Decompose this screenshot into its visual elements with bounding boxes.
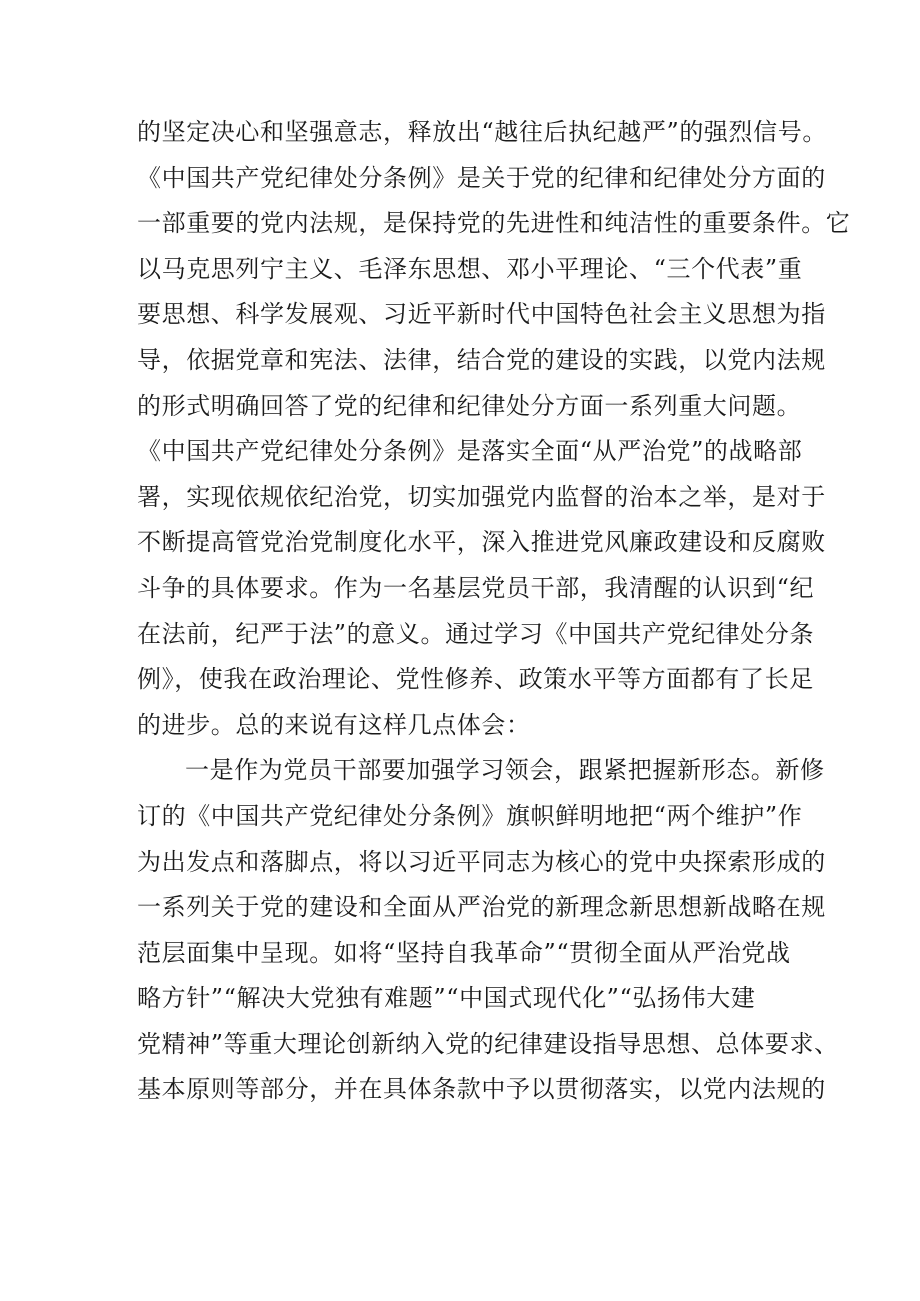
text-line: 的坚定决心和坚强意志，释放出“越往后执纪越严”的强烈信号。 [137, 118, 827, 146]
text-line: 基本原则等部分，并在具体条款中予以贯彻落实，以党内法规的 [137, 1075, 826, 1104]
text-line: 要思想、科学发展观、习近平新时代中国特色社会主义思想为指 [137, 300, 826, 329]
text-line: 订的《中国共产党纪律处分条例》旗帜鲜明地把“两个维护”作 [137, 801, 803, 830]
text-line: 一部重要的党内法规，是保持党的先进性和纯洁性的重要条件。它 [137, 209, 851, 238]
text-line: 略方针”“解决大党独有难题”“中国式现代化”“弘扬伟大建 [137, 984, 756, 1013]
text-line: 例》，使我在政治理论、党性修养、政策水平等方面都有了长足 [137, 665, 814, 694]
text-line: 一是作为党员干部要加强学习领会，跟紧把握新形态。新修 [185, 756, 825, 785]
text-line: 《中国共产党纪律处分条例》是关于党的纪律和纪律处分方面的 [137, 163, 826, 192]
text-line: 斗争的具体要求。作为一名基层党员干部，我清醒的认识到“纪 [137, 573, 815, 602]
text-line: 署，实现依规依纪治党，切实加强党内监督的治本之举，是对于 [137, 482, 826, 511]
text-line: 的形式明确回答了党的纪律和纪律处分方面一系列重大问题。 [137, 391, 802, 420]
text-line: 为出发点和落脚点，将以习近平同志为核心的党中央探索形成的 [137, 847, 826, 876]
text-line: 党精神”等重大理论创新纳入党的纪律建设指导思想、总体要求、 [137, 1029, 839, 1058]
text-line: 导，依据党章和宪法、法律，结合党的建设的实践，以党内法规 [137, 345, 826, 374]
text-line: 《中国共产党纪律处分条例》是落实全面“从严治党”的战略部 [137, 437, 803, 466]
text-line: 的进步。总的来说有这样几点体会： [137, 710, 531, 739]
text-line: 一系列关于党的建设和全面从严治党的新理念新思想新战略在规 [137, 893, 826, 922]
text-line: 以马克思列宁主义、毛泽东思想、邓小平理论、“三个代表”重 [137, 254, 803, 283]
text-line: 范层面集中呈现。如将“坚持自我革命”“贯彻全面从严治党战 [137, 938, 791, 967]
text-line: 在法前，纪严于法”的意义。通过学习《中国共产党纪律处分条 [137, 619, 815, 648]
text-line: 不断提高管党治党制度化水平，深入推进党风廉政建设和反腐败 [137, 528, 826, 557]
body-text [137, 110, 851, 1113]
